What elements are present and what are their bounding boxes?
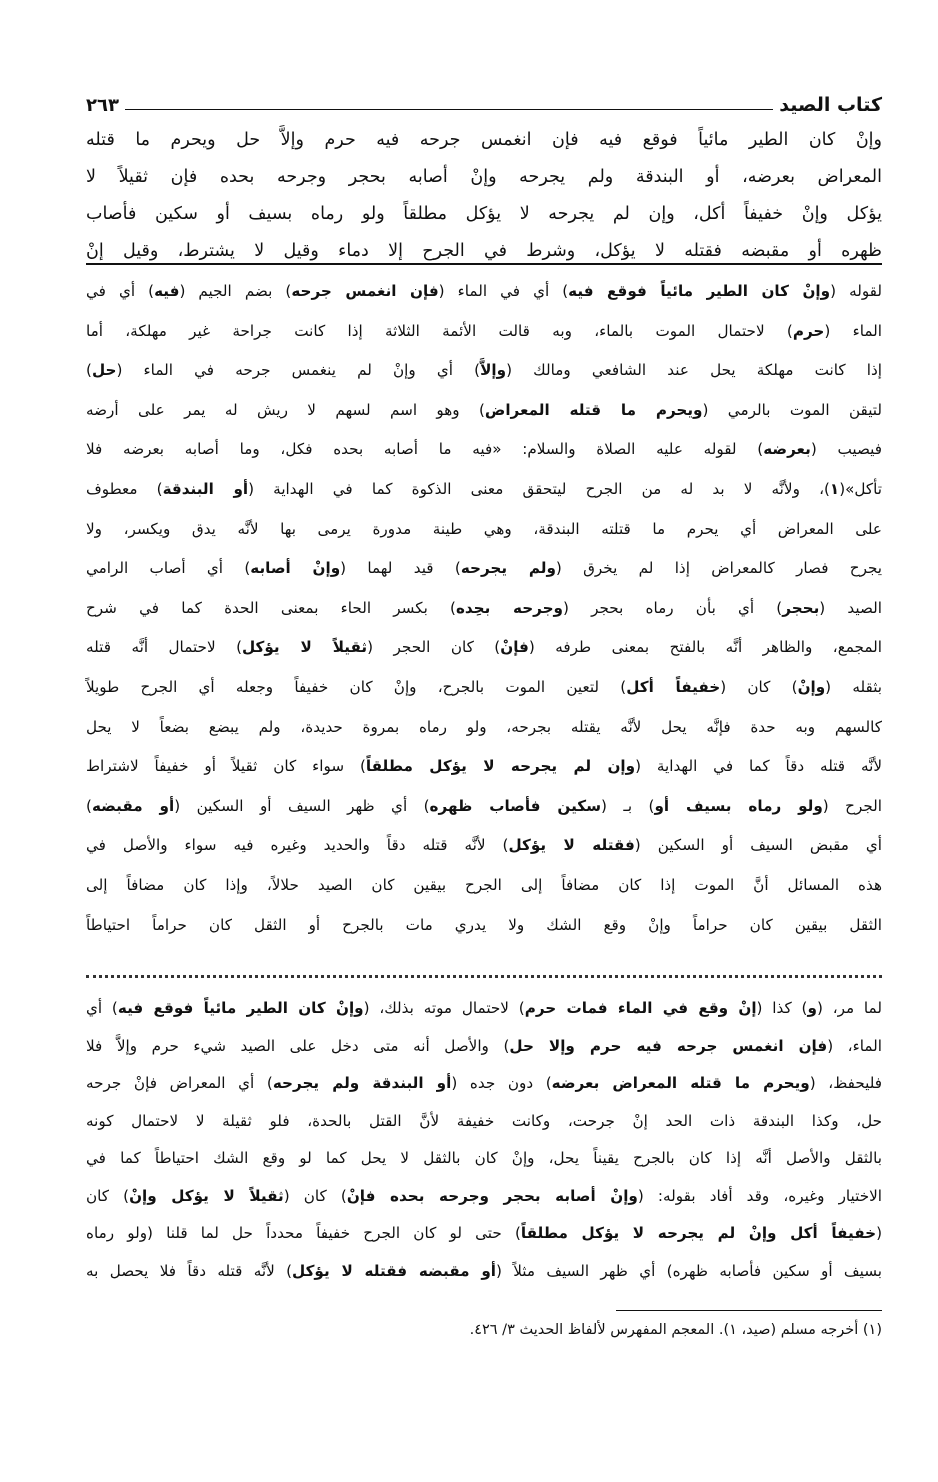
commentary-line: فيصيب (بعرضه) لقوله عليه الصلاة والسلام: «فيه ما أصابه بحده فكل، وما أصابه بعرضه فلا bbox=[86, 440, 882, 459]
commentary-line: على المعراض أي يحرم ما قتلته البندقة، وهي طينة مدورة يرمى بها لأنَّه يدق ويكسر، ولا bbox=[86, 519, 882, 538]
main-line: المعراض بعرضه، أو البندقة ولم يجرحه وإنْ أصابه بحجر وجرحه بحده فإن ثقيلاً لا bbox=[86, 167, 882, 187]
commentary-line: لقوله (وإنْ كان الطير مائياً فوقع فيه) أي في الماء (فإن انغمس جرحه) بضم الجيم (فيه) أي في bbox=[86, 282, 882, 300]
commentary-line: لتيقن الموت بالرمي (ويحرم ما قتله المعراض) وهو اسم لسهم لا ريش له يمر على أرضه bbox=[86, 400, 882, 419]
commentary-line: المجمع، والظاهر أنَّه بالفتح بمعنى طرفه (فإنْ) كان الحجر (ثقيلاً لا يؤكل) لاحتمال أنَّه قتله bbox=[86, 638, 882, 657]
commentary-line: تأكل»(١)، ولأنَّه لا بد له من الجرح ليتحقق معنى الذكوة كما في الهداية (أو البندقة) معطوف bbox=[86, 479, 882, 498]
chapter-title: كتاب الصيد bbox=[779, 94, 882, 116]
commentary bbox=[86, 272, 882, 945]
commentary-line: لأنَّه قتله دقاً كما في الهداية (وإن لم يجرحه لا يؤكل مطلقاً) سواء كان ثقيلاً أو خفيفاً لاشتراط bbox=[86, 757, 882, 776]
main-line: ظهره أو مقبضه فقتله لا يؤكل، وشرط في الجرح إلا دماء وقيل لا يشترط، وقيل إنْ bbox=[86, 241, 882, 261]
main-line: وإنْ كان الطير مائياً فوقع فيه فإن انغمس جرحه فيه حرم وإلاَّ حل ويحرم ما قتله bbox=[86, 130, 882, 150]
footnote-text: (١) أخرجه مسلم (صيد، ١). المعجم المفهرس لألفاظ الحديث ٣/ ٤٢٦. bbox=[469, 1322, 882, 1338]
commentary-line: هذه المسائل أنَّ الموت إذا كان مضافاً إلى الجرح بيقين كان الصيد حلالاً، وإذا كان مضافاً إلى bbox=[86, 875, 882, 894]
sharh-line: فليحفظ، (ويحرم ما قتله المعراض بعرضه) دون جده (أو البندقة ولم يجرحه) أي المعراض فإنْ جرحه bbox=[86, 1074, 882, 1092]
commentary-line: يجرح فصار كالمعراض إذا لم يخرق (ولم يجرحه) قيد لهما (وإنْ أصابه) أي أصاب الرامي bbox=[86, 559, 883, 578]
sharh-line: بالثقل والأصل أنَّه إذا كان بالجرح يقيناً يحل، وإنْ كان بالثقل لا يحل كما لو وقع الشك احتياطاً كما في bbox=[86, 1149, 882, 1167]
dotted-divider bbox=[86, 975, 882, 978]
main-text bbox=[86, 122, 882, 270]
sharh-line: الاختيار وغيره، وقد أفاد بقوله: (وإنْ أصابه بحجر وجرحه بحده فإنْ) كان (ثقيلاً لا يؤكل وإنْ) كان bbox=[86, 1186, 882, 1205]
commentary-line: الثقل بيقين كان حراماً وإنْ وقع الشك ولا يدري مات بالجرح أو الثقل كان حراماً احتياطاً bbox=[86, 915, 882, 934]
footnote bbox=[86, 1322, 882, 1338]
commentary-line: إذا كانت مهلكة يحل عند الشافعي ومالك (وإلاَّ) أي وإنْ لم ينغمس جرحه في الماء (حل) bbox=[86, 361, 882, 380]
commentary-line: الصيد (بحجر) أي بأن رماه بحجر (وجرحه بحِده) بكسر الحاء بمعنى الحدة كما في شرح bbox=[86, 598, 882, 617]
running-header bbox=[86, 86, 882, 116]
commentary-line: كالسهم وبه حدة فإنَّه يحل لأنَّه يقتله بجرحه، ولو رماه بمروة حديدة، ولم يبضع بضعاً لا يحل bbox=[86, 717, 882, 736]
commentary-line: الجرح (ولو رماه بسيف أو) بـ (سكين فأصاب ظهره) أي ظهر السيف أو السكين (أو مقبضه) bbox=[86, 796, 883, 815]
commentary-line: أي مقبض السيف أو السكين (فقتله لا يؤكل) لأنَّه قتله دقاً والحديد وغيره فيه سواء والأصل في bbox=[86, 836, 883, 855]
sharh-line: بسيف أو سكين فأصابه ظهره) أي ظهر السيف مثلاً (أو مقبضه فقتله لا يؤكل) لأنَّه قتله دقاً فلا يحصل به bbox=[86, 1261, 883, 1280]
section-divider bbox=[86, 263, 882, 265]
commentary-line: الماء (حرم) لاحتمال الموت بالماء، وبه قالت الأئمة الثلاثة إذا كانت جراحة غير مهلكة، أما bbox=[86, 321, 882, 340]
sharh-line: لما مر، (و) كذا (إنْ وقع في الماء فمات حرم) لاحتمال موته بذلك، (وإنْ كان الطير مائياً فوقع فيه) أي bbox=[86, 999, 882, 1017]
sharh-line: حل، وكذا البندقة ذات الحد إنْ جرحت، وكانت خفيفة لأنَّ القتل بالحدة، فلو ثقيلة لا لاحتمال كونه bbox=[86, 1111, 882, 1130]
header-rule bbox=[125, 109, 773, 110]
sharh-line: الماء، (فإن انغمس جرحه فيه حرم وإلا حل) والأصل أنه متى دخل على الصيد شيء حرم وإلاَّ فلا bbox=[86, 1036, 882, 1055]
commentary-line: بثقله (وإنْ) كان (خفيفاً أكل) لتعين الموت بالجرح، وإنْ كان خفيفاً وجعله أي الجرح طويلاً bbox=[86, 677, 882, 696]
page-number: ٢٦٣ bbox=[86, 95, 119, 116]
footnote-divider bbox=[616, 1310, 882, 1311]
second-commentary bbox=[86, 990, 882, 1290]
main-line: يؤكل وإنْ خفيفاً أكل، وإن لم يجرحه لا يؤكل مطلقاً ولو رماه بسيف أو سكين فأصاب bbox=[86, 204, 882, 224]
sharh-line: (خفيفاً أكل وإنْ لم يجرحه لا يؤكل مطلقاً) حتى لو كان الجرح خفيفاً محدداً حل لما قلنا (ولو رماه bbox=[86, 1224, 883, 1242]
